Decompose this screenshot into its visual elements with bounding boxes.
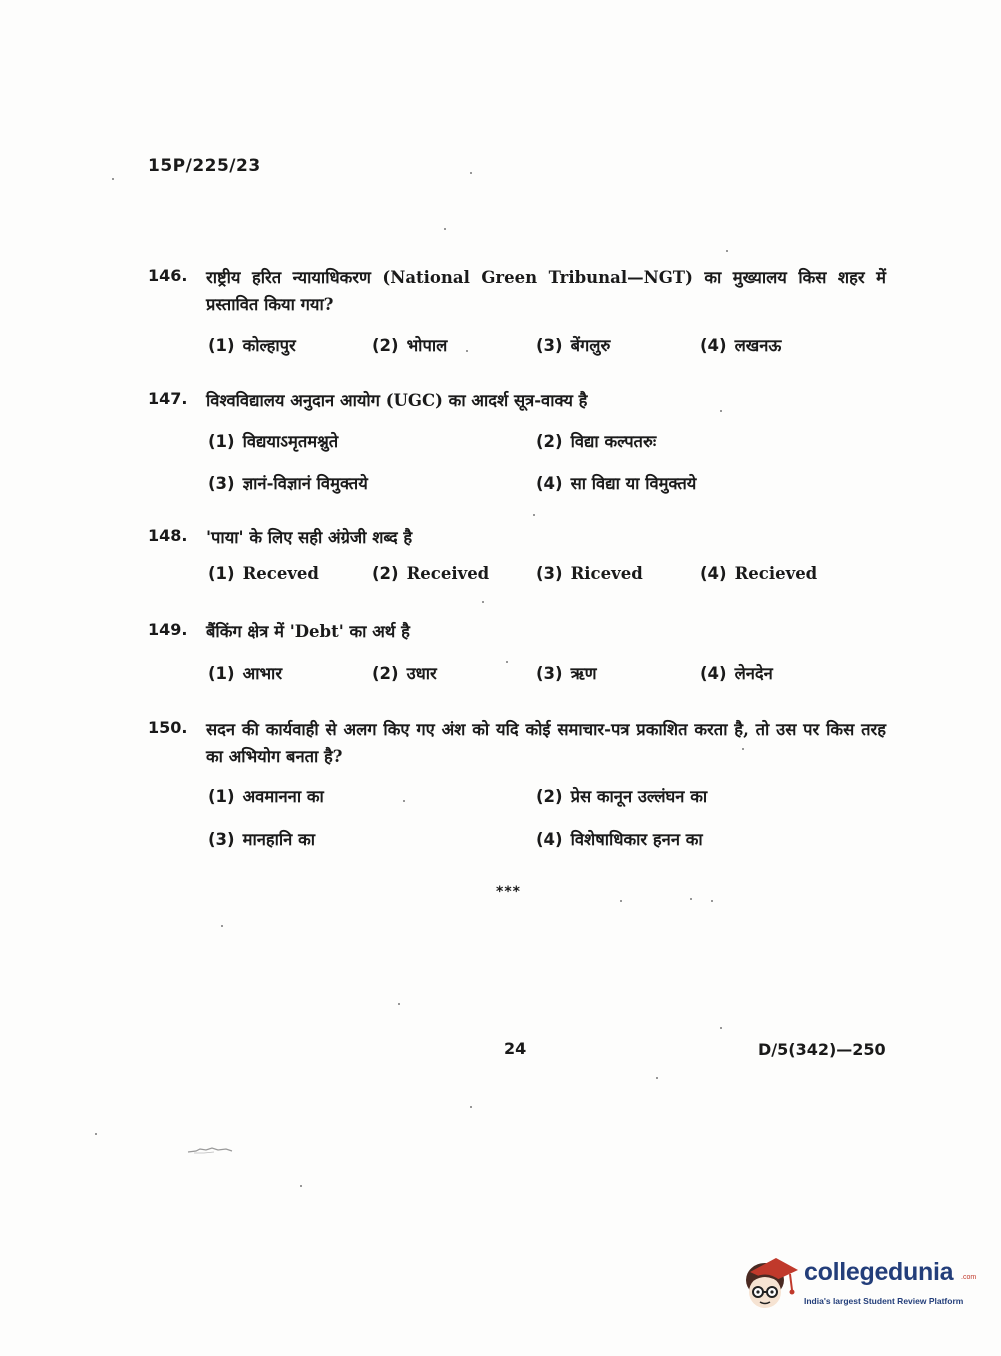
page-number: 24 [504, 1039, 527, 1058]
scan-speck [533, 514, 535, 516]
collegedunia-logo [740, 1252, 977, 1316]
scan-speck [403, 800, 405, 802]
option-148-2: (2) Received [372, 564, 490, 583]
option-148-1: (1) Receved [208, 564, 319, 583]
question-text: बैंकिंग क्षेत्र में 'Debt' का अर्थ है [206, 622, 410, 641]
scan-speck [690, 898, 692, 900]
scan-speck [221, 925, 223, 927]
option-149-2: (2) उधार [372, 664, 437, 683]
option-148-4: (4) Recieved [700, 564, 818, 583]
scan-speck [482, 601, 484, 603]
scan-speck [112, 178, 114, 180]
scan-speck [720, 1027, 722, 1029]
option-147-4: (4) सा विद्या या विमुक्तये [536, 474, 697, 493]
question-number: 149. [148, 620, 188, 639]
scan-speck [300, 1185, 302, 1187]
scan-speck [444, 228, 446, 230]
option-149-3: (3) ऋण [536, 664, 597, 683]
option-147-3: (3) ज्ञानं-विज्ञानं विमुक्तये [208, 474, 368, 493]
ink-smudge [186, 1146, 234, 1155]
logo-brand-name: collegedunia [804, 1258, 954, 1286]
option-150-4: (4) विशेषाधिकार हनन का [536, 830, 703, 849]
scan-speck [398, 1003, 400, 1005]
scan-speck [95, 1133, 97, 1135]
option-146-3: (3) बेंगलुरु [536, 336, 611, 355]
question-text: विश्वविद्यालय अनुदान आयोग (UGC) का आदर्श सूत्र-वाक्य है [206, 391, 588, 410]
question-number: 148. [148, 526, 188, 545]
logo-tagline: India's largest Student Review Platform [804, 1296, 964, 1306]
option-150-1: (1) अवमानना का [208, 787, 324, 806]
option-147-1: (1) विद्ययाऽमृतमश्नुते [208, 432, 339, 451]
question-text: राष्ट्रीय हरित न्यायाधिकरण (National Green Tribunal—NGT) का मुख्यालय किस शहर में प्रस्तावित किया गया? [206, 268, 886, 314]
logo-mascot-icon [740, 1252, 802, 1314]
scan-speck [720, 410, 722, 412]
scan-speck [506, 661, 508, 663]
logo-domain-suffix: .com [961, 1274, 977, 1281]
option-146-4: (4) लखनऊ [700, 336, 782, 355]
scan-speck [656, 1077, 658, 1079]
question-text: सदन की कार्यवाही से अलग किए गए अंश को यदि कोई समाचार-पत्र प्रकाशित करता है, तो उस पर किस तरह का अभियोग बनता है? [206, 720, 886, 766]
question-number: 147. [148, 389, 188, 408]
paper-code: 15P/225/23 [148, 156, 261, 176]
question-number: 150. [148, 718, 188, 737]
scan-speck [711, 900, 713, 902]
scan-speck [742, 748, 744, 750]
option-150-2: (2) प्रेस कानून उल्लंघन का [536, 787, 708, 806]
question-number: 146. [148, 266, 188, 285]
option-147-2: (2) विद्या कल्पतरुः [536, 432, 657, 451]
scan-speck [470, 172, 472, 174]
scan-speck [726, 250, 728, 252]
footer-code: D/5(342)—250 [758, 1040, 886, 1059]
option-146-2: (2) भोपाल [372, 336, 448, 355]
end-marker: *** [496, 884, 521, 900]
scan-speck [620, 900, 622, 902]
option-149-1: (1) आभार [208, 664, 283, 683]
option-149-4: (4) लेनदेन [700, 664, 773, 683]
scan-speck [470, 1106, 472, 1108]
option-148-3: (3) Riceved [536, 564, 643, 583]
option-146-1: (1) कोल्हापुर [208, 336, 296, 355]
question-text: 'पाया' के लिए सही अंग्रेजी शब्द है [206, 528, 413, 547]
scan-speck [466, 350, 468, 352]
option-150-3: (3) मानहानि का [208, 830, 316, 849]
